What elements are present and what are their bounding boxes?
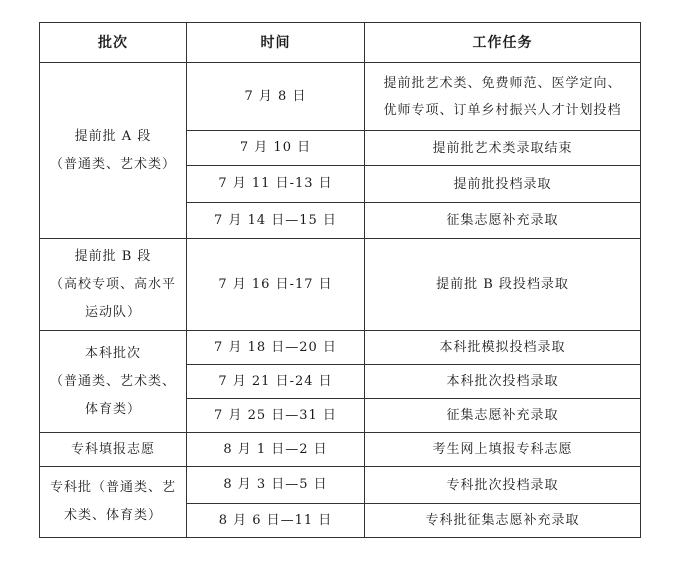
batch-cell: [40, 467, 187, 538]
batch-line: 专科批（普通类、艺: [49, 480, 176, 495]
time-cell: [187, 433, 365, 467]
task-line: 征集志愿补充录取: [446, 213, 559, 228]
table-row: [40, 433, 641, 467]
time-text: 7 月 25 日—31 日: [214, 407, 337, 423]
batch-line: （普通类、艺术类）: [49, 156, 176, 172]
task-cell: [365, 365, 641, 399]
task-line: 本科批次投档录取: [446, 374, 559, 389]
time-cell: [187, 504, 365, 538]
time-cell: [187, 399, 365, 433]
task-line: 优师专项、订单乡村振兴人才计划投档: [383, 102, 622, 118]
task-cell: [365, 239, 641, 331]
batch-line: （高校专项、高水平: [49, 276, 176, 292]
time-text: 7 月 16 日-17 日: [218, 276, 333, 292]
time-cell: [187, 203, 365, 239]
task-cell: [365, 166, 641, 203]
task-line: 提前批艺术类录取结束: [432, 140, 573, 156]
task-line: 专科批征集志愿补充录取: [425, 513, 580, 528]
task-line: 提前批投档录取: [453, 176, 552, 192]
time-text: 8 月 6 日—11 日: [218, 512, 333, 528]
task-line: 专科批次投档录取: [446, 477, 559, 493]
header-time: 时间: [187, 23, 365, 63]
task-cell: [365, 504, 641, 538]
task-cell: [365, 63, 641, 131]
task-line: 征集志愿补充录取: [446, 408, 559, 423]
admission-schedule-table: [39, 22, 641, 538]
task-line: 考生网上填报专科志愿: [432, 442, 573, 457]
time-text: 7 月 11 日-13 日: [218, 176, 333, 191]
table-row: [40, 239, 641, 331]
task-cell: [365, 131, 641, 166]
batch-cell: [40, 331, 187, 433]
time-text: 7 月 10 日: [239, 140, 312, 155]
batch-cell: [40, 239, 187, 331]
task-cell: [365, 331, 641, 365]
time-cell: [187, 467, 365, 504]
table-row: [40, 63, 641, 131]
task-cell: [365, 203, 641, 239]
time-cell: [187, 331, 365, 365]
batch-line: 术类、体育类）: [63, 508, 162, 523]
time-text: 8 月 3 日—5 日: [223, 477, 328, 492]
task-line: 本科批模拟投档录取: [439, 340, 566, 355]
table-row: [40, 331, 641, 365]
task-cell: [365, 467, 641, 504]
time-cell: [187, 365, 365, 399]
batch-line: 运动队）: [84, 304, 141, 320]
task-line: 提前批 B 段投档录取: [436, 277, 569, 292]
batch-line: 提前批 B 段: [74, 248, 152, 264]
batch-line: 提前批 A 段: [74, 128, 152, 144]
task-cell: [365, 433, 641, 467]
batch-line: 本科批次: [84, 345, 141, 361]
batch-line: 专科填报志愿: [70, 441, 155, 457]
time-text: 7 月 8 日: [244, 88, 307, 104]
batch-line: 体育类）: [84, 401, 141, 417]
task-line: 提前批艺术类、免费师范、医学定向、: [383, 75, 622, 91]
time-cell: [187, 239, 365, 331]
header-task: 工作任务: [365, 23, 641, 63]
time-cell: [187, 131, 365, 166]
task-cell: [365, 399, 641, 433]
time-cell: [187, 166, 365, 203]
time-text: 8 月 1 日—2 日: [223, 441, 328, 457]
batch-cell: [40, 433, 187, 467]
time-text: 7 月 21 日-24 日: [218, 373, 333, 389]
time-cell: [187, 63, 365, 131]
batch-line: （普通类、艺术类、: [49, 373, 176, 389]
batch-cell: [40, 63, 187, 239]
time-text: 7 月 18 日—20 日: [214, 339, 337, 355]
header-row: [40, 23, 641, 63]
table-row: [40, 467, 641, 504]
time-text: 7 月 14 日—15 日: [214, 212, 337, 228]
header-batch: 批次: [40, 23, 187, 63]
